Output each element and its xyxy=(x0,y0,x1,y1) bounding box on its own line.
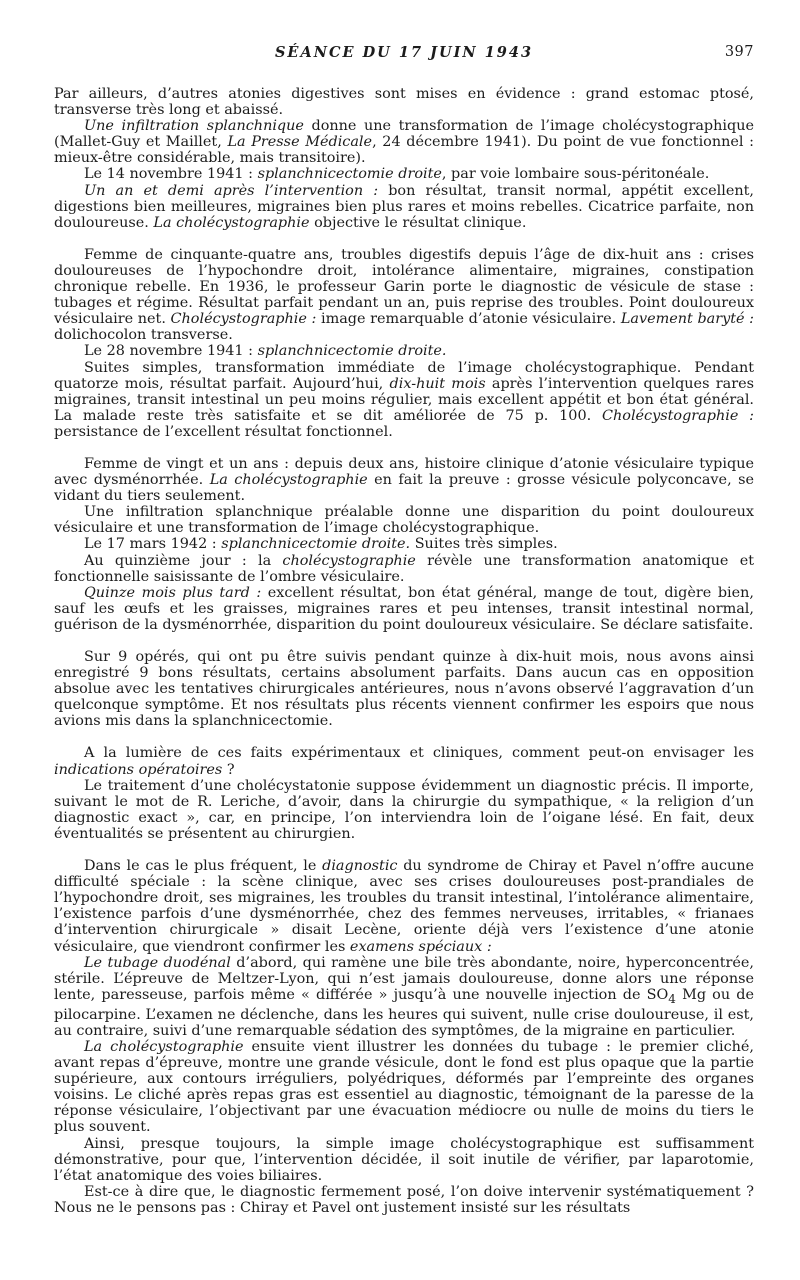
italic-text: Lavement baryté : xyxy=(620,311,755,328)
italic-text: La cholécystographie xyxy=(153,214,310,231)
paragraph xyxy=(54,118,754,166)
text-run: Une infiltration splanchnique préalable donne une disparition du point douloureux vésiculaire et une transformation de l’image cholécystographique. xyxy=(54,504,754,537)
paragraph xyxy=(54,858,754,955)
text-run: ? xyxy=(222,761,235,778)
italic-text: splanchnicectomie droite. xyxy=(257,343,447,360)
text-run: , 24 décembre 1941). Du point de vue fonctionnel : mieux-être considérable, mais transitoire). xyxy=(54,134,754,167)
text-run: donne une transformation de l’image cholécystographique (Mallet-Guy et Maillet, xyxy=(54,118,755,151)
running-title: SÉANCE DU 17 JUIN 1943 xyxy=(274,44,534,61)
text-run: Femme de cinquante-quatre ans, troubles digestifs depuis l’âge de dix-huit ans : crises douloureuses de l’hypochondre droit, intolérance alimentaire, migraines, constipation chronique rebelle. En 1936, le professeur Garin porte le diagnostic de vésicule de stase : tubages et régime. Résultat parfait pendant un an, puis reprise des troubles. Point douloureux vésiculaire net. xyxy=(54,246,754,328)
text-run: Le traitement d’une cholécystatonie suppose évidemment un diagnostic précis. Il importe, suivant le mot de R. Leriche, d’avoir, dans la chirurgie du sympathique, « la religion d’un diagnostic exact », car, en principe, l’on interviendra loin de l’oigane lésé. En fait, deux éventualités se présentent au chirurgien. xyxy=(54,777,754,842)
text-run: révèle une transformation anatomique et fonctionnelle saisissante de l’ombre vésiculaire. xyxy=(54,552,754,585)
text-section xyxy=(54,858,754,1216)
italic-text: Cholécystographie : xyxy=(602,407,754,424)
page-number: 397 xyxy=(724,44,754,60)
italic-text: La Presse Médicale xyxy=(227,134,373,151)
italic-text: splanchnicectomie droite xyxy=(257,166,442,183)
text-run: A la lumière de ces faits expérimentaux et cliniques, comment peut-on envisager les xyxy=(84,745,754,762)
text-run: Le 14 novembre 1941 : xyxy=(84,166,258,183)
paragraph xyxy=(54,649,754,729)
paragraph xyxy=(54,343,754,359)
italic-text: splanchnicectomie droite. xyxy=(221,536,411,553)
text-run: objective le résultat clinique. xyxy=(309,214,527,231)
paragraph xyxy=(54,166,754,182)
text-section xyxy=(54,649,754,729)
italic-text: Un an et demi après l’intervention : xyxy=(84,182,379,199)
paragraph xyxy=(54,1184,754,1216)
text-run: image remarquable d’atonie vésiculaire. xyxy=(316,311,621,328)
text-run: après l’intervention quelques rares migraines, transit intestinal un peu moins régulier, mais excellent appétit et bon état général. La malade reste très satisfaite et se dit améliorée de 75 p. 100. xyxy=(54,375,754,424)
paragraph xyxy=(54,360,754,440)
paragraph xyxy=(54,247,754,344)
text-run: du syndrome de Chiray et Pavel n’offre aucune difficulté spéciale : la scène clinique, avec ses crises douloureuses post-prandiales de l’hypochondre droit, ses migraines, les troubles du transit intestinal, l’intolérance alimentaire, l’existence parfois d’une dysménorrhée, chez des femmes nerveuses, irritables, « frianaes d’intervention chirurgicale » disait Lecène, oriente déjà vers l’existence d’une atonie vésiculaire, que viendront confirmer les xyxy=(54,858,754,955)
paragraph xyxy=(54,1039,754,1136)
text-run: ensuite vient illustrer les données du tubage : le premier cliché, avant repas d’épreuve, montre une grande vésicule, dont le fond est plus opaque que la partie supérieure, aux contours irréguliers, polyédriques, déformés par l’empreinte des organes voisins. Le cliché après repas gras est essentiel au diagnostic, témoignant de la paresse de la réponse vésiculaire, l’objectivant par une évacuation médiocre ou nulle de moins du tiers le plus souvent. xyxy=(54,1038,754,1136)
italic-text: dix-huit mois xyxy=(389,375,486,392)
italic-text: Le tubage duodénal xyxy=(84,954,231,971)
text-run: Le 17 mars 1942 : xyxy=(84,536,222,553)
italic-text: Une infiltration splanchnique xyxy=(84,118,304,135)
text-run: en fait la preuve : grosse vésicule polyconcave, se vidant du tiers seulement. xyxy=(54,472,755,505)
paragraph xyxy=(54,745,754,777)
paragraph xyxy=(54,585,754,633)
italic-text: La cholécystographie xyxy=(84,1038,244,1055)
text-run: excellent résultat, bon état général, mange de tout, digère bien, sauf les œufs et les graisses, migraines rares et peu intenses, transit intestinal normal, guérison de la dysménorrhée, disparition du point douloureux vésiculaire. Se déclare satisfaite. xyxy=(54,584,754,633)
text-run: , par voie lombaire sous-péritonéale. xyxy=(441,166,710,183)
text-run: Sur 9 opérés, qui ont pu être suivis pendant quinze à dix-huit mois, nous avons ainsi enregistré 9 bons résultats, certains absolument parfaits. Dans aucun cas en opposition absolue avec les tentatives chirurgicales antérieures, nous n’avons observé l’aggravation d’un quelconque symptôme. Et nos résultats plus récents viennent confirmer les espoirs que nous avions mis dans la splanchnicectomie. xyxy=(54,649,754,730)
text-section xyxy=(54,247,754,440)
italic-text: La cholécystographie xyxy=(209,472,368,489)
italic-text: examens spéciaux : xyxy=(349,938,492,955)
text-run: Suites très simples. xyxy=(410,536,558,553)
paragraph xyxy=(54,553,754,585)
text-section xyxy=(54,86,754,231)
italic-text: indications opératoires xyxy=(54,761,223,778)
paragraph xyxy=(54,536,754,552)
body-text xyxy=(54,86,754,1216)
text-run: Mg ou de pilocarpine. L’examen ne déclenche, dans les heures qui suivent, nulle crise douloureuse, il est, au contraire, suivi d’une remarquable sédation des symptômes, de la migraine en particulier. xyxy=(54,986,754,1039)
text-run: Femme de vingt et un ans : depuis deux ans, histoire clinique d’atonie vésiculaire typique avec dysménorrhée. xyxy=(54,455,754,489)
paragraph xyxy=(54,778,754,842)
text-run: Le 28 novembre 1941 : xyxy=(84,343,258,360)
italic-text: diagnostic xyxy=(322,858,398,875)
text-run: bon résultat, transit normal, appétit excellent, digestions bien meilleures, migraines bien plus rares et moins rebelles. Cicatrice parfaite, non douloureuse. xyxy=(54,182,754,231)
italic-text: Cholécystographie : xyxy=(170,311,317,328)
text-section xyxy=(54,456,754,633)
paragraph xyxy=(54,1136,754,1184)
italic-text: cholécystographie xyxy=(282,552,416,569)
text-run: Est-ce à dire que, le diagnostic fermement posé, l’on doive intervenir systématiquement ? Nous ne le pensons pas : Chiray et Pavel ont justement insisté sur les résultats xyxy=(54,1183,754,1216)
text-run: Au quinzième jour : la xyxy=(84,552,283,569)
paragraph xyxy=(54,955,754,1039)
paragraph xyxy=(54,504,754,536)
text-run: dolichocolon transverse. xyxy=(54,327,233,344)
text-run: Ainsi, presque toujours, la simple image cholécystographique est suffisamment démonstrative, pour que, l’intervention décidée, il soit inutile de vérifier, par laparotomie, l’état anatomique des voies biliaires. xyxy=(54,1135,754,1184)
text-run: d’abord, qui ramène une bile très abondante, noire, hyperconcentrée, stérile. L’épreuve de Meltzer-Lyon, qui n’est jamais douloureuse, donne alors une réponse lente, paresseuse, parfois même « différée » jusqu’à une nouvelle injection de SO xyxy=(54,954,754,1003)
text-section xyxy=(54,745,754,842)
paragraph xyxy=(54,183,754,231)
text-run: Suites simples, transformation immédiate de l’image cholécystographique. Pendant quatorze mois, résultat parfait. Aujourd’hui, xyxy=(54,359,754,392)
paragraph xyxy=(54,456,754,504)
text-run: Par ailleurs, d’autres atonies digestives sont mises en évidence : grand estomac ptosé, transverse très long et abaissé. xyxy=(54,86,754,119)
text-run: persistance de l’excellent résultat fonctionnel. xyxy=(54,423,393,440)
text-run: Dans le cas le plus fréquent, le xyxy=(84,858,323,875)
subscript: 4 xyxy=(668,991,676,1006)
running-header xyxy=(54,44,754,66)
paragraph xyxy=(54,86,754,118)
italic-text: Quinze mois plus tard : xyxy=(84,584,262,601)
